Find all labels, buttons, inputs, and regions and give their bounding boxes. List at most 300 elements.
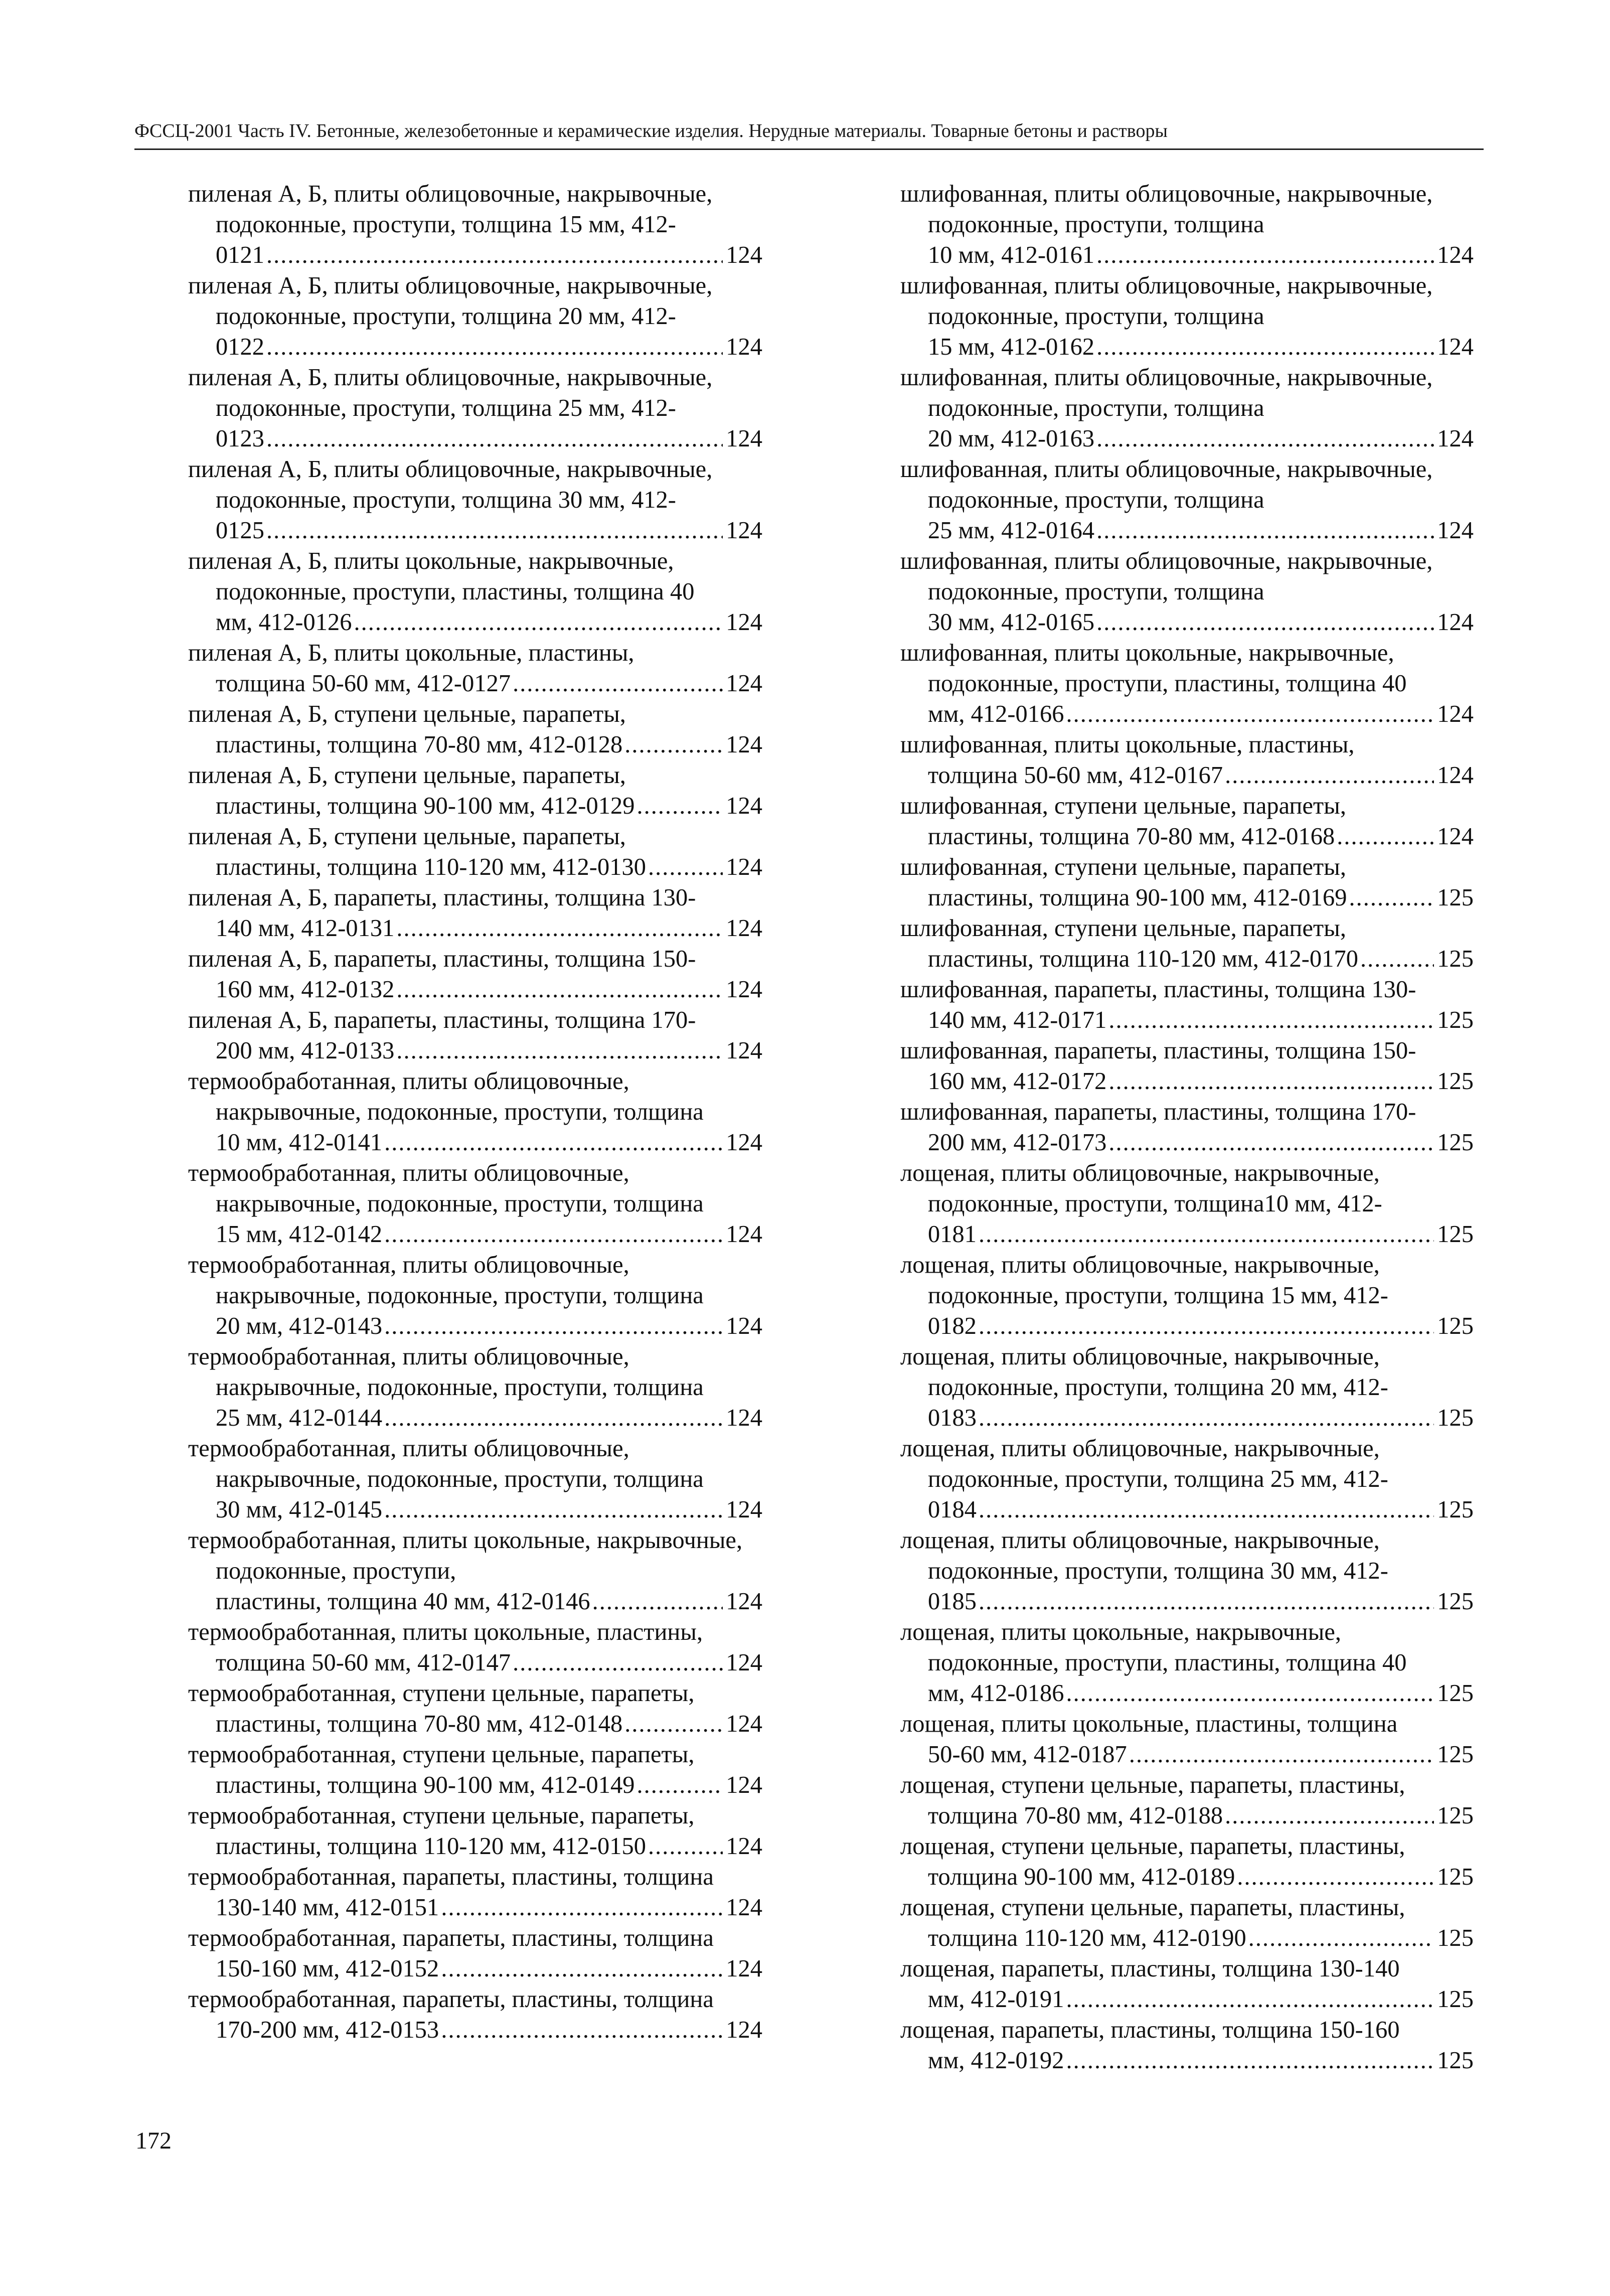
dot-leader — [1360, 944, 1434, 974]
index-entry — [188, 546, 762, 638]
entry-code: 0181 — [928, 1221, 977, 1248]
entry-code: толщина 90-100 мм, 412-0189 — [928, 1864, 1235, 1890]
entry-last-line — [216, 1311, 762, 1341]
index-entry — [188, 1158, 762, 1250]
entry-last-line — [928, 2045, 1474, 2076]
entry-last-line — [928, 1005, 1474, 1035]
index-column-right — [900, 179, 1474, 2076]
header-rule — [134, 148, 1484, 150]
dot-leader — [354, 607, 723, 638]
entry-last-line — [216, 1953, 762, 1984]
entry-last-line — [216, 729, 762, 760]
entry-code: мм, 412-0126 — [216, 609, 352, 636]
entry-text: пиленая А, Б, ступени цельные, парапеты, — [188, 823, 626, 850]
entry-last-line — [216, 607, 762, 638]
entry-page-ref: 125 — [1437, 1986, 1474, 2013]
dot-leader — [1066, 2045, 1434, 2076]
entry-last-line — [216, 1831, 762, 1862]
index-entry — [900, 179, 1474, 270]
entry-text: шлифованная, ступени цельные, парапеты, — [900, 915, 1346, 942]
entry-page-ref: 124 — [726, 1711, 762, 1737]
entry-page-ref: 124 — [726, 976, 762, 1003]
index-entry — [900, 1831, 1474, 1892]
dot-leader — [1108, 1066, 1434, 1097]
entry-last-line — [928, 1586, 1474, 1617]
index-entry — [900, 546, 1474, 638]
entry-code: мм, 412-0192 — [928, 2047, 1064, 2074]
index-entry — [188, 699, 762, 760]
entry-last-line — [216, 423, 762, 454]
index-column-left — [188, 179, 762, 2045]
dot-leader — [396, 913, 723, 944]
entry-text: термообработанная, плиты цокольные, пластины, — [188, 1619, 703, 1645]
index-entry — [188, 1923, 762, 1984]
entry-code: пластины, толщина 90-100 мм, 412-0169 — [928, 884, 1347, 911]
entry-last-line — [216, 852, 762, 882]
entry-code: 10 мм, 412-0141 — [216, 1129, 383, 1156]
dot-leader — [384, 1494, 723, 1525]
entry-text: шлифованная, плиты облицовочные, накрывочные, подоконные, проступи, толщина — [900, 548, 1433, 605]
entry-page-ref: 124 — [726, 1129, 762, 1156]
entry-code: 30 мм, 412-0145 — [216, 1496, 383, 1523]
entry-last-line — [216, 1892, 762, 1923]
index-entry — [900, 1097, 1474, 1158]
entry-text: лощеная, парапеты, пластины, толщина 150-160 — [900, 2017, 1400, 2043]
entry-last-line — [216, 1586, 762, 1617]
entry-code: 0125 — [216, 517, 264, 544]
entry-last-line — [928, 1678, 1474, 1709]
entry-code: пластины, толщина 90-100 мм, 412-0149 — [216, 1772, 635, 1798]
entry-code: мм, 412-0166 — [928, 701, 1064, 727]
index-entry — [188, 1862, 762, 1923]
entry-page-ref: 124 — [726, 854, 762, 880]
entry-page-ref: 124 — [1437, 762, 1474, 789]
entry-last-line — [216, 2015, 762, 2045]
dot-leader — [1096, 332, 1434, 362]
index-entry — [188, 1739, 762, 1800]
dot-leader — [648, 852, 723, 882]
entry-text: пиленая А, Б, плиты цокольные, пластины, — [188, 640, 634, 666]
index-entry — [900, 1433, 1474, 1525]
entry-last-line — [928, 607, 1474, 638]
entry-text: лощеная, плиты облицовочные, накрывочные, подоконные, проступи, толщина10 мм, 412- — [900, 1160, 1382, 1217]
entry-last-line — [216, 1770, 762, 1800]
index-entry — [188, 1617, 762, 1678]
entry-text: шлифованная, плиты облицовочные, накрывочные, подоконные, проступи, толщина — [900, 364, 1433, 421]
entry-code: 50-60 мм, 412-0187 — [928, 1741, 1127, 1768]
dot-leader — [441, 1953, 723, 1984]
entry-code: 15 мм, 412-0162 — [928, 334, 1095, 360]
entry-page-ref: 124 — [726, 1496, 762, 1523]
index-entry — [900, 1953, 1474, 2015]
entry-text: лощеная, ступени цельные, парапеты, пластины, — [900, 1772, 1405, 1798]
dot-leader — [979, 1494, 1434, 1525]
index-entry — [188, 882, 762, 944]
index-entry — [188, 1250, 762, 1341]
entry-page-ref: 124 — [726, 670, 762, 697]
entry-page-ref: 124 — [726, 1772, 762, 1798]
entry-text: шлифованная, плиты цокольные, накрывочные, подоконные, проступи, пластины, толщина 40 — [900, 640, 1407, 697]
entry-page-ref: 125 — [1437, 1405, 1474, 1431]
index-entry — [188, 944, 762, 1005]
dot-leader — [266, 515, 723, 546]
dot-leader — [1248, 1923, 1434, 1953]
entry-last-line — [928, 1984, 1474, 2015]
entry-text: шлифованная, плиты облицовочные, накрывочные, подоконные, проступи, толщина — [900, 181, 1433, 238]
index-entry — [900, 729, 1474, 791]
entry-text: шлифованная, ступени цельные, парапеты, — [900, 854, 1346, 880]
entry-code: толщина 50-60 мм, 412-0167 — [928, 762, 1223, 789]
index-entry — [188, 1984, 762, 2045]
entry-page-ref: 125 — [1437, 1588, 1474, 1615]
index-entry — [900, 1035, 1474, 1097]
entry-code: 20 мм, 412-0163 — [928, 425, 1095, 452]
entry-text: пиленая А, Б, плиты облицовочные, накрывочные, подоконные, проступи, толщина 30 мм, 412- — [188, 456, 713, 513]
entry-page-ref: 124 — [726, 1313, 762, 1339]
dot-leader — [624, 1709, 723, 1739]
entry-code: 150-160 мм, 412-0152 — [216, 1955, 439, 1982]
dot-leader — [1108, 1005, 1434, 1035]
index-entry — [900, 2015, 1474, 2076]
entry-last-line — [928, 1403, 1474, 1433]
dot-leader — [637, 791, 723, 821]
index-entry — [188, 1341, 762, 1433]
entry-page-ref: 125 — [1437, 1007, 1474, 1033]
index-entry — [900, 913, 1474, 974]
dot-leader — [592, 1586, 723, 1617]
entry-page-ref: 124 — [726, 1649, 762, 1676]
index-entry — [900, 454, 1474, 546]
entry-code: 0183 — [928, 1405, 977, 1431]
dot-leader — [624, 729, 723, 760]
entry-text: шлифованная, парапеты, пластины, толщина 130- — [900, 976, 1416, 1003]
entry-code: 0122 — [216, 334, 264, 360]
index-entry — [188, 1433, 762, 1525]
entry-last-line — [928, 423, 1474, 454]
entry-code: пластины, толщина 110-120 мм, 412-0150 — [216, 1833, 646, 1860]
entry-code: пластины, толщина 40 мм, 412-0146 — [216, 1588, 590, 1615]
entry-text: пиленая А, Б, ступени цельные, парапеты, — [188, 701, 626, 727]
entry-page-ref: 125 — [1437, 1068, 1474, 1095]
entry-page-ref: 125 — [1437, 1864, 1474, 1890]
entry-text: лощеная, ступени цельные, парапеты, пластины, — [900, 1833, 1405, 1860]
entry-last-line — [928, 1494, 1474, 1525]
entry-last-line — [216, 515, 762, 546]
dot-leader — [513, 668, 723, 699]
index-entry — [900, 1892, 1474, 1953]
index-entry — [188, 362, 762, 454]
entry-page-ref: 124 — [726, 1894, 762, 1921]
entry-page-ref: 124 — [726, 1221, 762, 1248]
index-entry — [188, 638, 762, 699]
dot-leader — [396, 1035, 723, 1066]
entry-text: лощеная, плиты цокольные, пластины, толщина — [900, 1711, 1398, 1737]
dot-leader — [384, 1311, 723, 1341]
entry-code: пластины, толщина 70-80 мм, 412-0148 — [216, 1711, 623, 1737]
entry-text: термообработанная, ступени цельные, парапеты, — [188, 1802, 695, 1829]
dot-leader — [384, 1403, 723, 1433]
entry-last-line — [216, 1127, 762, 1158]
entry-page-ref: 124 — [1437, 609, 1474, 636]
entry-code: 160 мм, 412-0172 — [928, 1068, 1107, 1095]
entry-code: 15 мм, 412-0142 — [216, 1221, 383, 1248]
entry-text: шлифованная, ступени цельные, парапеты, — [900, 793, 1346, 819]
entry-code: 0184 — [928, 1496, 977, 1523]
dot-leader — [1096, 423, 1434, 454]
dot-leader — [1066, 1678, 1434, 1709]
index-entry — [900, 1709, 1474, 1770]
dot-leader — [1066, 699, 1434, 729]
entry-page-ref: 125 — [1437, 2047, 1474, 2074]
entry-page-ref: 124 — [1437, 517, 1474, 544]
entry-text: лощеная, плиты облицовочные, накрывочные, подоконные, проступи, толщина 30 мм, 412- — [900, 1527, 1388, 1584]
dot-leader — [1129, 1739, 1434, 1770]
entry-text: термообработанная, парапеты, пластины, толщина — [188, 1986, 714, 2013]
dot-leader — [1337, 821, 1434, 852]
entry-page-ref: 125 — [1437, 1221, 1474, 1248]
index-entry — [188, 1066, 762, 1158]
entry-text: термообработанная, ступени цельные, парапеты, — [188, 1741, 695, 1768]
entry-text: лощеная, ступени цельные, парапеты, пластины, — [900, 1894, 1405, 1921]
entry-code: 130-140 мм, 412-0151 — [216, 1894, 439, 1921]
entry-code: 140 мм, 412-0171 — [928, 1007, 1107, 1033]
dot-leader — [266, 423, 723, 454]
entry-page-ref: 124 — [726, 517, 762, 544]
entry-code: толщина 110-120 мм, 412-0190 — [928, 1925, 1246, 1951]
entry-last-line — [928, 1862, 1474, 1892]
entry-text: термообработанная, плиты облицовочные, накрывочные, подоконные, проступи, толщина — [188, 1435, 704, 1492]
dot-leader — [441, 1892, 723, 1923]
entry-text: термообработанная, плиты облицовочные, накрывочные, подоконные, проступи, толщина — [188, 1343, 704, 1401]
dot-leader — [1108, 1127, 1434, 1158]
dot-leader — [266, 332, 723, 362]
entry-page-ref: 125 — [1437, 1313, 1474, 1339]
entry-last-line — [928, 1311, 1474, 1341]
entry-code: 20 мм, 412-0143 — [216, 1313, 383, 1339]
entry-last-line — [216, 1647, 762, 1678]
entry-code: толщина 50-60 мм, 412-0127 — [216, 670, 511, 697]
entry-page-ref: 125 — [1437, 946, 1474, 972]
entry-last-line — [216, 1403, 762, 1433]
entry-page-ref: 125 — [1437, 1496, 1474, 1523]
entry-code: пластины, толщина 110-120 мм, 412-0170 — [928, 946, 1358, 972]
entry-text: лощеная, плиты цокольные, накрывочные, подоконные, проступи, пластины, толщина 40 — [900, 1619, 1407, 1676]
entry-code: 25 мм, 412-0164 — [928, 517, 1095, 544]
entry-page-ref: 124 — [726, 1833, 762, 1860]
entry-code: толщина 50-60 мм, 412-0147 — [216, 1649, 511, 1676]
entry-code: 200 мм, 412-0173 — [928, 1129, 1107, 1156]
entry-text: лощеная, плиты облицовочные, накрывочные, подоконные, проступи, толщина 20 мм, 412- — [900, 1343, 1388, 1401]
entry-code: пластины, толщина 110-120 мм, 412-0130 — [216, 854, 646, 880]
index-entry — [900, 362, 1474, 454]
entry-page-ref: 124 — [726, 334, 762, 360]
dot-leader — [513, 1647, 723, 1678]
entry-text: шлифованная, плиты цокольные, пластины, — [900, 731, 1355, 758]
entry-page-ref: 124 — [726, 793, 762, 819]
entry-code: 10 мм, 412-0161 — [928, 242, 1095, 268]
dot-leader — [384, 1127, 723, 1158]
entry-text: термообработанная, парапеты, пластины, толщина — [188, 1864, 714, 1890]
index-entry — [900, 1341, 1474, 1433]
entry-code: 160 мм, 412-0132 — [216, 976, 395, 1003]
dot-leader — [1096, 607, 1434, 638]
index-entry — [188, 454, 762, 546]
entry-last-line — [928, 882, 1474, 913]
entry-last-line — [928, 1800, 1474, 1831]
entry-code: мм, 412-0191 — [928, 1986, 1064, 2013]
entry-code: пластины, толщина 70-80 мм, 412-0168 — [928, 823, 1335, 850]
entry-last-line — [216, 1709, 762, 1739]
entry-last-line — [928, 332, 1474, 362]
entry-last-line — [216, 240, 762, 270]
entry-page-ref: 124 — [726, 1588, 762, 1615]
entry-page-ref: 124 — [1437, 701, 1474, 727]
index-entry — [188, 1800, 762, 1862]
index-entry — [188, 821, 762, 882]
entry-last-line — [928, 1739, 1474, 1770]
index-entry — [900, 791, 1474, 852]
entry-code: 200 мм, 412-0133 — [216, 1037, 395, 1064]
dot-leader — [266, 240, 723, 270]
entry-code: пластины, толщина 70-80 мм, 412-0128 — [216, 731, 623, 758]
page-number: 172 — [135, 2127, 172, 2154]
index-entry — [900, 852, 1474, 913]
index-entry — [188, 179, 762, 270]
entry-last-line — [928, 821, 1474, 852]
index-entry — [188, 1525, 762, 1617]
dot-leader — [1096, 515, 1434, 546]
entry-page-ref: 124 — [726, 242, 762, 268]
entry-page-ref: 124 — [726, 915, 762, 942]
index-entry — [900, 1250, 1474, 1341]
dot-leader — [1225, 1800, 1434, 1831]
entry-text: лощеная, плиты облицовочные, накрывочные, подоконные, проступи, толщина 25 мм, 412- — [900, 1435, 1388, 1492]
entry-last-line — [928, 1219, 1474, 1250]
entry-page-ref: 124 — [726, 731, 762, 758]
entry-text: пиленая А, Б, плиты облицовочные, накрывочные, подоконные, проступи, толщина 20 мм, 412- — [188, 272, 713, 330]
entry-code: 170-200 мм, 412-0153 — [216, 2017, 439, 2043]
dot-leader — [637, 1770, 723, 1800]
entry-text: шлифованная, парапеты, пластины, толщина 150- — [900, 1037, 1416, 1064]
entry-last-line — [216, 668, 762, 699]
entry-text: лощеная, плиты облицовочные, накрывочные, подоконные, проступи, толщина 15 мм, 412- — [900, 1252, 1388, 1309]
entry-code: 0123 — [216, 425, 264, 452]
entry-code: 25 мм, 412-0144 — [216, 1405, 383, 1431]
entry-page-ref: 125 — [1437, 1741, 1474, 1768]
index-entry — [900, 1617, 1474, 1709]
dot-leader — [384, 1219, 723, 1250]
dot-leader — [979, 1586, 1434, 1617]
dot-leader — [1349, 882, 1434, 913]
dot-leader — [979, 1219, 1434, 1250]
dot-leader — [1066, 1984, 1434, 2015]
entry-page-ref: 124 — [726, 1037, 762, 1064]
index-entry — [900, 1158, 1474, 1250]
entry-code: 30 мм, 412-0165 — [928, 609, 1095, 636]
entry-last-line — [928, 760, 1474, 791]
entry-text: термообработанная, плиты облицовочные, накрывочные, подоконные, проступи, толщина — [188, 1252, 704, 1309]
entry-page-ref: 124 — [1437, 334, 1474, 360]
running-header: ФССЦ-2001 Часть IV. Бетонные, железобетонные и керамические изделия. Нерудные материалы. Товарные бетоны и растворы — [134, 120, 1168, 141]
entry-text: термообработанная, плиты облицовочные, накрывочные, подоконные, проступи, толщина — [188, 1160, 704, 1217]
dot-leader — [1237, 1862, 1434, 1892]
index-entry — [900, 1525, 1474, 1617]
entry-code: 140 мм, 412-0131 — [216, 915, 395, 942]
entry-text: лощеная, парапеты, пластины, толщина 130-140 — [900, 1955, 1400, 1982]
entry-page-ref: 125 — [1437, 1925, 1474, 1951]
entry-text: термообработанная, плиты облицовочные, накрывочные, подоконные, проступи, толщина — [188, 1068, 704, 1125]
index-entry — [900, 974, 1474, 1035]
entry-page-ref: 124 — [726, 1405, 762, 1431]
entry-text: пиленая А, Б, парапеты, пластины, толщина 150- — [188, 946, 696, 972]
entry-code: пластины, толщина 90-100 мм, 412-0129 — [216, 793, 635, 819]
dot-leader — [1225, 760, 1434, 791]
index-entry — [188, 270, 762, 362]
entry-text: шлифованная, плиты облицовочные, накрывочные, подоконные, проступи, толщина — [900, 272, 1433, 330]
entry-last-line — [216, 791, 762, 821]
dot-leader — [1096, 240, 1434, 270]
entry-page-ref: 125 — [1437, 884, 1474, 911]
entry-text: шлифованная, парапеты, пластины, толщина 170- — [900, 1099, 1416, 1125]
entry-last-line — [928, 699, 1474, 729]
entry-last-line — [928, 1066, 1474, 1097]
index-entry — [188, 1678, 762, 1739]
entry-last-line — [928, 944, 1474, 974]
dot-leader — [648, 1831, 723, 1862]
entry-code: толщина 70-80 мм, 412-0188 — [928, 1802, 1223, 1829]
entry-page-ref: 124 — [1437, 823, 1474, 850]
entry-last-line — [216, 1494, 762, 1525]
dot-leader — [979, 1403, 1434, 1433]
entry-page-ref: 125 — [1437, 1129, 1474, 1156]
entry-text: термообработанная, парапеты, пластины, толщина — [188, 1925, 714, 1951]
entry-text: термообработанная, плиты цокольные, накрывочные, подоконные, проступи, — [188, 1527, 743, 1584]
index-entry — [188, 760, 762, 821]
entry-text: пиленая А, Б, парапеты, пластины, толщина 130- — [188, 884, 696, 911]
entry-code: 0121 — [216, 242, 264, 268]
entry-text: пиленая А, Б, плиты облицовочные, накрывочные, подоконные, проступи, толщина 25 мм, 412- — [188, 364, 713, 421]
entry-code: 0185 — [928, 1588, 977, 1615]
entry-last-line — [216, 913, 762, 944]
entry-page-ref: 124 — [726, 425, 762, 452]
entry-last-line — [216, 1035, 762, 1066]
entry-text: шлифованная, плиты облицовочные, накрывочные, подоконные, проступи, толщина — [900, 456, 1433, 513]
entry-page-ref: 124 — [726, 1955, 762, 1982]
entry-last-line — [928, 1127, 1474, 1158]
entry-text: пиленая А, Б, парапеты, пластины, толщина 170- — [188, 1007, 696, 1033]
dot-leader — [979, 1311, 1434, 1341]
entry-last-line — [216, 1219, 762, 1250]
index-entry — [900, 1770, 1474, 1831]
entry-page-ref: 124 — [726, 2017, 762, 2043]
entry-last-line — [216, 332, 762, 362]
entry-page-ref: 125 — [1437, 1802, 1474, 1829]
entry-text: термообработанная, ступени цельные, парапеты, — [188, 1680, 695, 1707]
entry-code: мм, 412-0186 — [928, 1680, 1064, 1707]
dot-leader — [396, 974, 723, 1005]
index-entry — [188, 1005, 762, 1066]
entry-last-line — [216, 974, 762, 1005]
entry-last-line — [928, 240, 1474, 270]
entry-page-ref: 124 — [726, 609, 762, 636]
index-entry — [900, 270, 1474, 362]
entry-page-ref: 124 — [1437, 242, 1474, 268]
entry-code: 0182 — [928, 1313, 977, 1339]
index-entry — [900, 638, 1474, 729]
dot-leader — [441, 2015, 723, 2045]
entry-text: пиленая А, Б, плиты облицовочные, накрывочные, подоконные, проступи, толщина 15 мм, 412- — [188, 181, 713, 238]
entry-last-line — [928, 1923, 1474, 1953]
